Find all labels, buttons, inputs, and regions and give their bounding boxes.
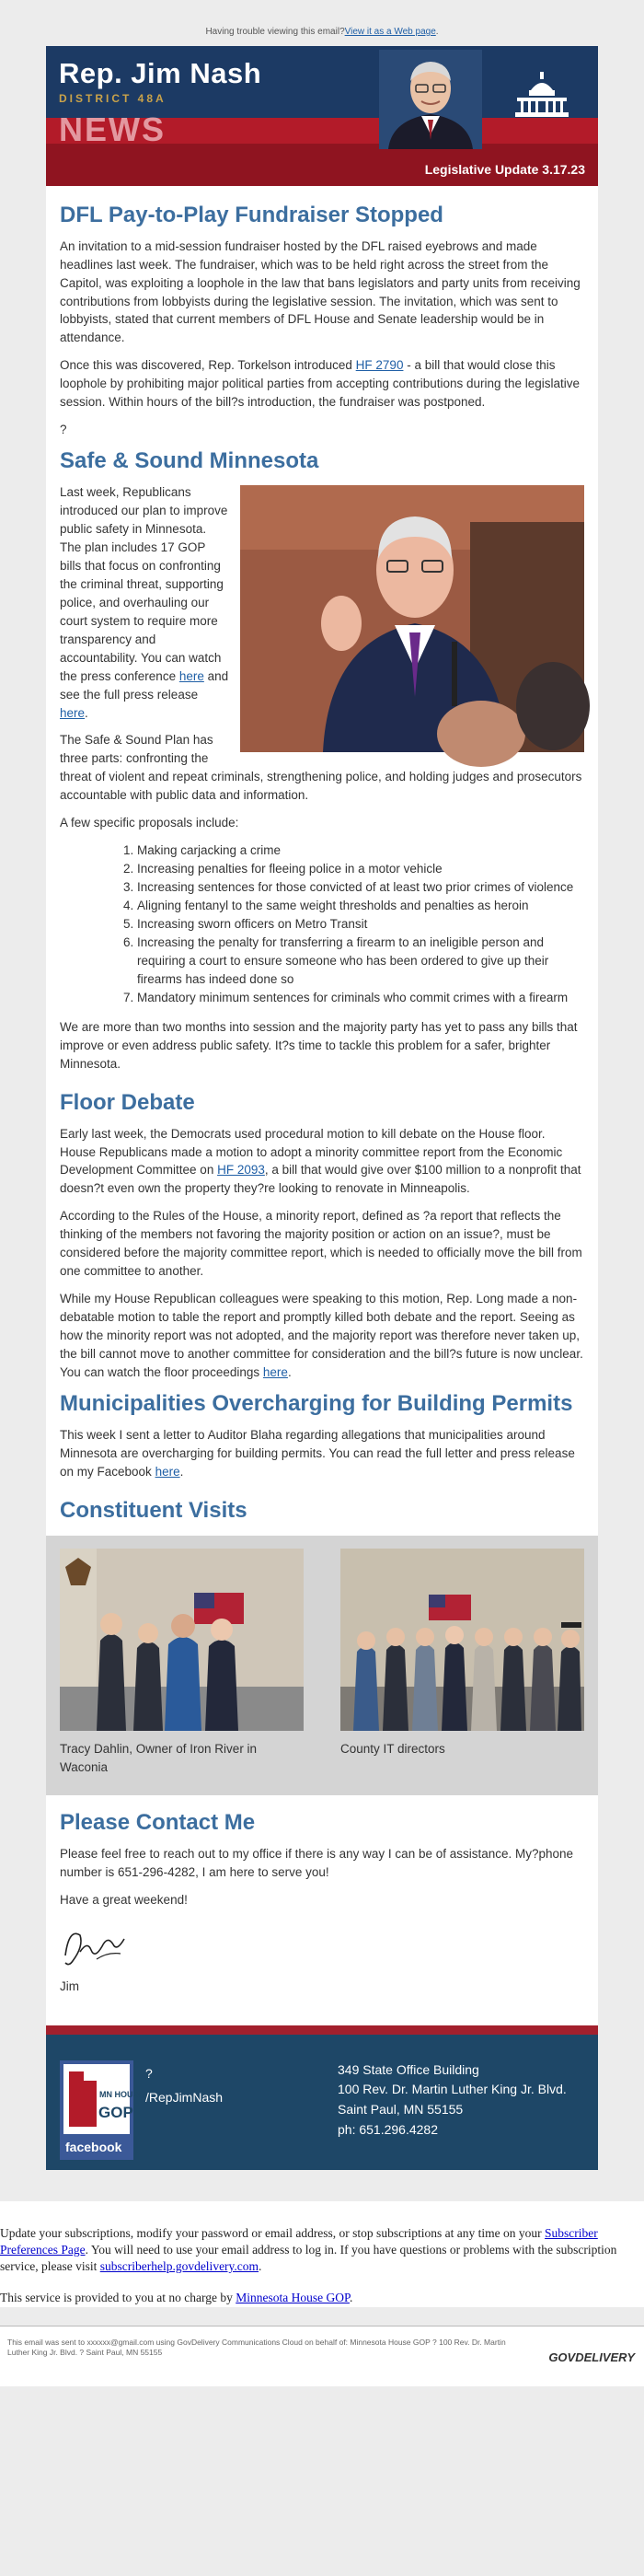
subscriber-help-link[interactable]: subscriberhelp.govdelivery.com [99,2259,259,2274]
legal-text: This email was sent to xxxxxx@gmail.com using GovDelivery Communications Cloud on behalf of: Minnesota House GOP ? 100 Rev. Dr. Martin Luther King Jr. Blvd. ? Saint Paul, MN 55155 [7,2337,506,2357]
logo-house-text: MN HOUSE [99,2089,144,2099]
list-item: 2. Increasing penalties for fleeing police in a motor vehicle [137,860,584,878]
safe-paragraph-4: We are more than two months into session and the majority party has yet to pass any bills that improve or even address public safety. It?s time to tackle this problem for a safer, brighter Minnesota. [60,1020,578,1071]
press-release-link[interactable]: here [60,705,86,720]
floor-proceedings-link[interactable]: here [262,1365,288,1380]
visit-photo-dahlin [60,1549,304,1731]
update-date: Legislative Update 3.17.23 [424,162,585,177]
safe-paragraph-2: The Safe & Sound Plan has three parts: confronting the threat of violent and repeat criminals, strengthening police, and holding judges and prosecutors accountable with public data and information. [60,733,582,803]
floor-paragraph-2: According to the Rules of the House, a minority report, defined as ?a report that reflects the thinking of the members not favoring the majority position or action on an issue?, must be considered before the majority committee report, which is needed to officially move the bill from one committee to another. [60,1209,582,1279]
visit-caption: County IT directors [340,1742,445,1757]
footer-stripe [46,2025,598,2035]
banner-title [59,57,261,105]
hf2093-link[interactable]: HF 2093 [217,1163,265,1178]
spacer [0,2170,644,2201]
list-item: 1. Making carjacking a crime [137,841,584,860]
stray-char: ? [60,423,67,437]
safe-paragraph-1: Last week, Republicans introduced our plan to improve public safety in Minnesota. The plan includes 17 GOP bills that focus on confronting the criminal threat, supporting police, and overhauling our court system to require more transparency and accountability. You can watch the press conference here and see the full press release here. [60,484,229,720]
govdelivery-logo[interactable]: GOVDELIVERY [548,2350,635,2364]
press-conference-link[interactable]: here [178,668,204,683]
constituent-visits [46,1536,598,1795]
subscriber-preferences-link[interactable]: Subscriber Preferences Page [0,2225,598,2257]
dfl-paragraph-2: Once this was discovered, Rep. Torkelson introduced HF 2790 - a bill that would close this loophole by prohibiting major political parties from accepting contributions during the legislative session. Within hours of the bill?s introduction, the fundraiser was postponed. [60,358,581,410]
weekend-line: Have a great weekend! [60,1892,188,1907]
facebook-letter-link[interactable]: here [155,1464,180,1479]
list-item: 7. Mandatory minimum sentences for criminals who commit crimes with a firearm [137,989,584,1007]
press-conference-photo [240,485,584,752]
phone-line: ph: 651.296.4282 [338,2122,438,2138]
signature-image [60,1919,130,1974]
rep-name: Rep. Jim Nash [59,57,262,89]
facebook-gop-logo[interactable] [60,2060,144,2160]
visit-card [340,1549,584,1777]
news-wordmark: NEWS [59,110,166,148]
signoff-name: Jim [60,1978,79,1993]
proposals-list [60,841,584,1007]
dfl-paragraph-1: An invitation to a mid-session fundraiser hosted by the DFL raised eyebrows and made headlines last week. The fundraiser, which was to be held right across the street from the Capitol, was exploiting a loophole in the law that bans legislators and party units from receiving contributions from lobbyists during the legislative session. The invitation, which was sent to lobbyists, stated that current members of DFL House and Senate leadership would be in attendance. [60,238,581,345]
footer-bar [46,2035,598,2170]
visit-caption: Tracy Dahlin, Owner of Iron River in Waconia [60,1742,258,1775]
contact-paragraph: Please feel free to reach out to my office if there is any way I can be of assistance. My?phone number is 651-296-4282, I am here to serve you! [60,1846,574,1879]
dfl-heading: DFL Pay-to-Play Fundraiser Stopped [60,203,443,227]
floor-paragraph-1: Early last week, the Democrats used procedural motion to kill debate on the House floor. House Republicans made a motion to adopt a minority committee report from the Economic Development Committee on HF 2093, a bill that would give over $100 million to a nonprofit that doesn?t even own the property they?re looking to renovate in Minneapolis. [60,1126,581,1196]
header-banner [46,46,598,186]
house-gop-link[interactable]: Minnesota House GOP [236,2291,350,2305]
list-item: 6. Increasing the penalty for transferring a firearm to an ineligible person and requiring a court to ensure someone who has been ordered to give up their firearms has indeed done so [137,934,584,989]
visit-photo-it-directors [340,1549,584,1731]
top-note [0,0,644,46]
permits-paragraph: This week I sent a letter to Auditor Blaha regarding allegations that municipalities around Minnesota are overcharging for building permits. You can read the full letter and press release on my Facebook here. [60,1427,575,1479]
address-line: 100 Rev. Dr. Martin Luther King Jr. Blvd. [338,2082,567,2097]
address-line: 349 State Office Building [338,2061,479,2077]
district-label: DISTRICT 48A [59,92,167,105]
list-item: 3. Increasing sentences for those convicted of at least two prior crimes of violence [137,878,584,897]
top-note-period: . [435,27,439,37]
main-content [46,203,598,1536]
list-item: 4. Aligning fentanyl to the same weight thresholds and penalties as heroin [137,897,584,915]
subscription-notice [0,2201,644,2307]
logo-gop-text: GOP [98,2103,133,2121]
hf2790-link[interactable]: HF 2790 [355,358,404,373]
office-address [338,2060,567,2141]
address-line: Saint Paul, MN 55155 [338,2102,464,2118]
facebook-handle[interactable]: /RepJimNash [145,2089,224,2105]
safe-paragraph-3: A few specific proposals include: [60,816,239,830]
floor-heading: Floor Debate [60,1089,195,1115]
floor-paragraph-3: While my House Republican colleagues were speaking to this motion, Rep. Long made a non-debatable motion to table the report and promptly killed both debate and the report. Seeing as how the minority report was not adopted, and the majority report was therefore never taken up, the bill cannot move to another committee for consideration and the bill?s future is now unclear. You can watch the floor proceedings here. [60,1292,583,1380]
visits-heading: Constituent Visits [60,1497,247,1523]
list-item: 5. Increasing sworn officers on Metro Transit [137,915,584,934]
contact-section [46,1795,598,2025]
rep-portrait [379,50,482,149]
contact-heading: Please Contact Me [60,1810,256,1836]
top-note-text: Having trouble viewing this email? [205,27,345,37]
web-page-link[interactable]: View it as a Web page [344,27,436,37]
visit-card [60,1549,304,1777]
email-body [46,46,598,2170]
permits-heading: Municipalities Overcharging for Building Permits [60,1391,573,1417]
safe-heading: Safe & Sound Minnesota [60,448,319,474]
legal-footer [0,2326,644,2386]
logo-facebook-text: facebook [65,2139,122,2154]
safe-section [60,483,584,723]
footer-question: ? [145,2065,153,2081]
subscription-paragraph: Update your subscriptions, modify your password or email address, or stop subscriptions at any time on your Subscriber Preferences Page. You will need to use your email address to log in. If you have questions or problems with the subscription service, please visit subscriberhelp.govdelivery.com. [0,2225,617,2274]
capitol-icon [515,70,569,120]
service-paragraph: This service is provided to you at no charge by Minnesota House GOP. [0,2291,353,2305]
